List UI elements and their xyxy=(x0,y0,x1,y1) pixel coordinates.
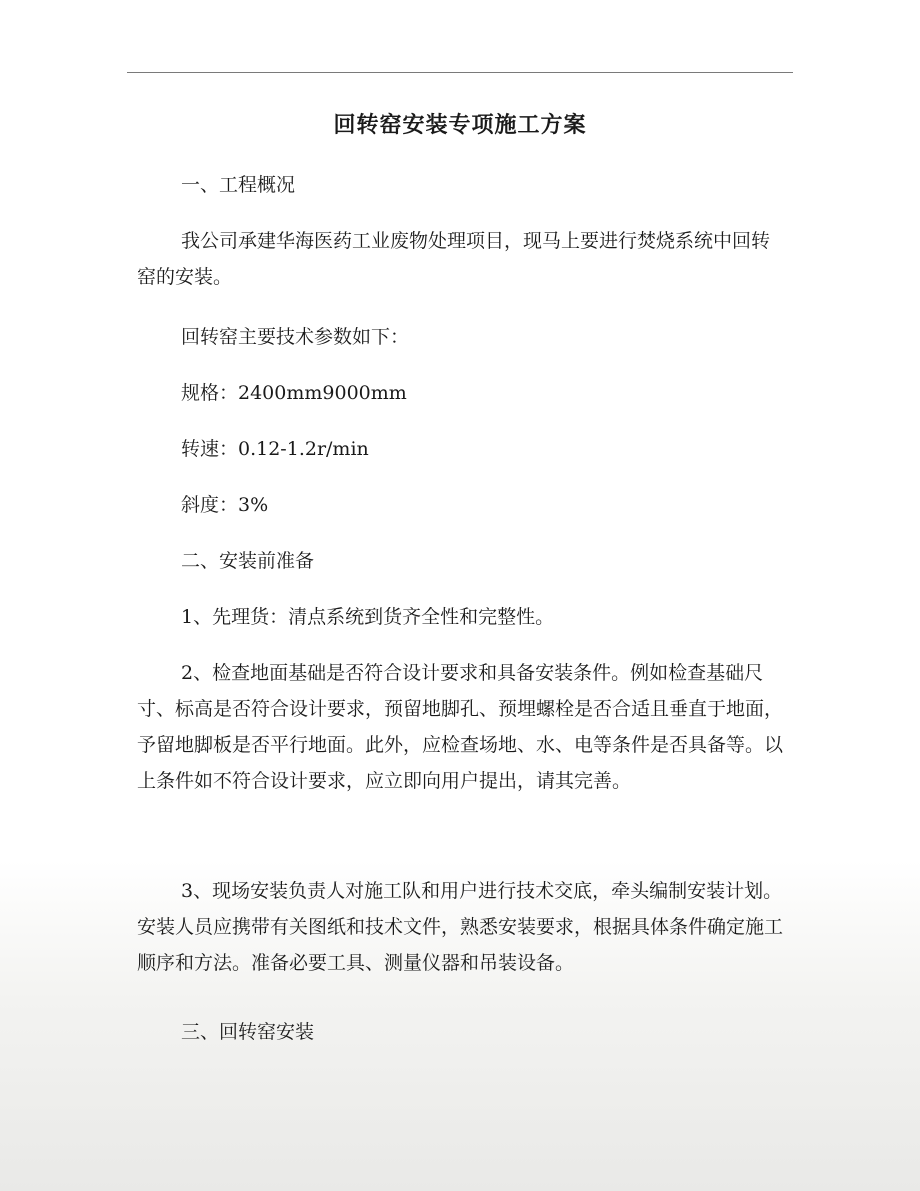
param-slope: 斜度：3% xyxy=(181,494,269,516)
paragraph-overview: 我公司承建华海医药工业废物处理项目，现马上要进行焚烧系统中回转窑的安装。 xyxy=(137,230,771,288)
paragraph-step-2: 2、检查地面基础是否符合设计要求和具备安装条件。例如检查基础尺寸、标高是否符合设计要求，预留地脚孔、预埋螺栓是否合适且垂直于地面，予留地脚板是否平行地面。此外，应检查场地、水、电等条件是否具备等。以上条件如不符合设计要求，应立即向用户提出，请其完善。 xyxy=(137,662,784,792)
paragraph-params-intro: 回转窑主要技术参数如下： xyxy=(181,326,410,348)
section-heading-1: 一、工程概况 xyxy=(181,174,296,196)
section-heading-2: 二、安装前准备 xyxy=(181,550,315,572)
param-speed: 转速：0.12-1.2r/min xyxy=(181,438,369,460)
section-heading-3: 三、回转窑安装 xyxy=(181,1021,315,1043)
param-spec: 规格：2400mm9000mm xyxy=(181,382,407,404)
document-title: 回转窑安装专项施工方案 xyxy=(333,112,587,138)
paragraph-step-3: 3、现场安装负责人对施工队和用户进行技术交底，牵头编制安装计划。安装人员应携带有关图纸和技术文件，熟悉安装要求，根据具体条件确定施工顺序和方法。准备必要工具、测量仪器和吊装设备。 xyxy=(137,880,784,974)
paragraph-step-1: 1、先理货：清点系统到货齐全性和完整性。 xyxy=(181,606,555,628)
header-rule xyxy=(127,72,793,73)
